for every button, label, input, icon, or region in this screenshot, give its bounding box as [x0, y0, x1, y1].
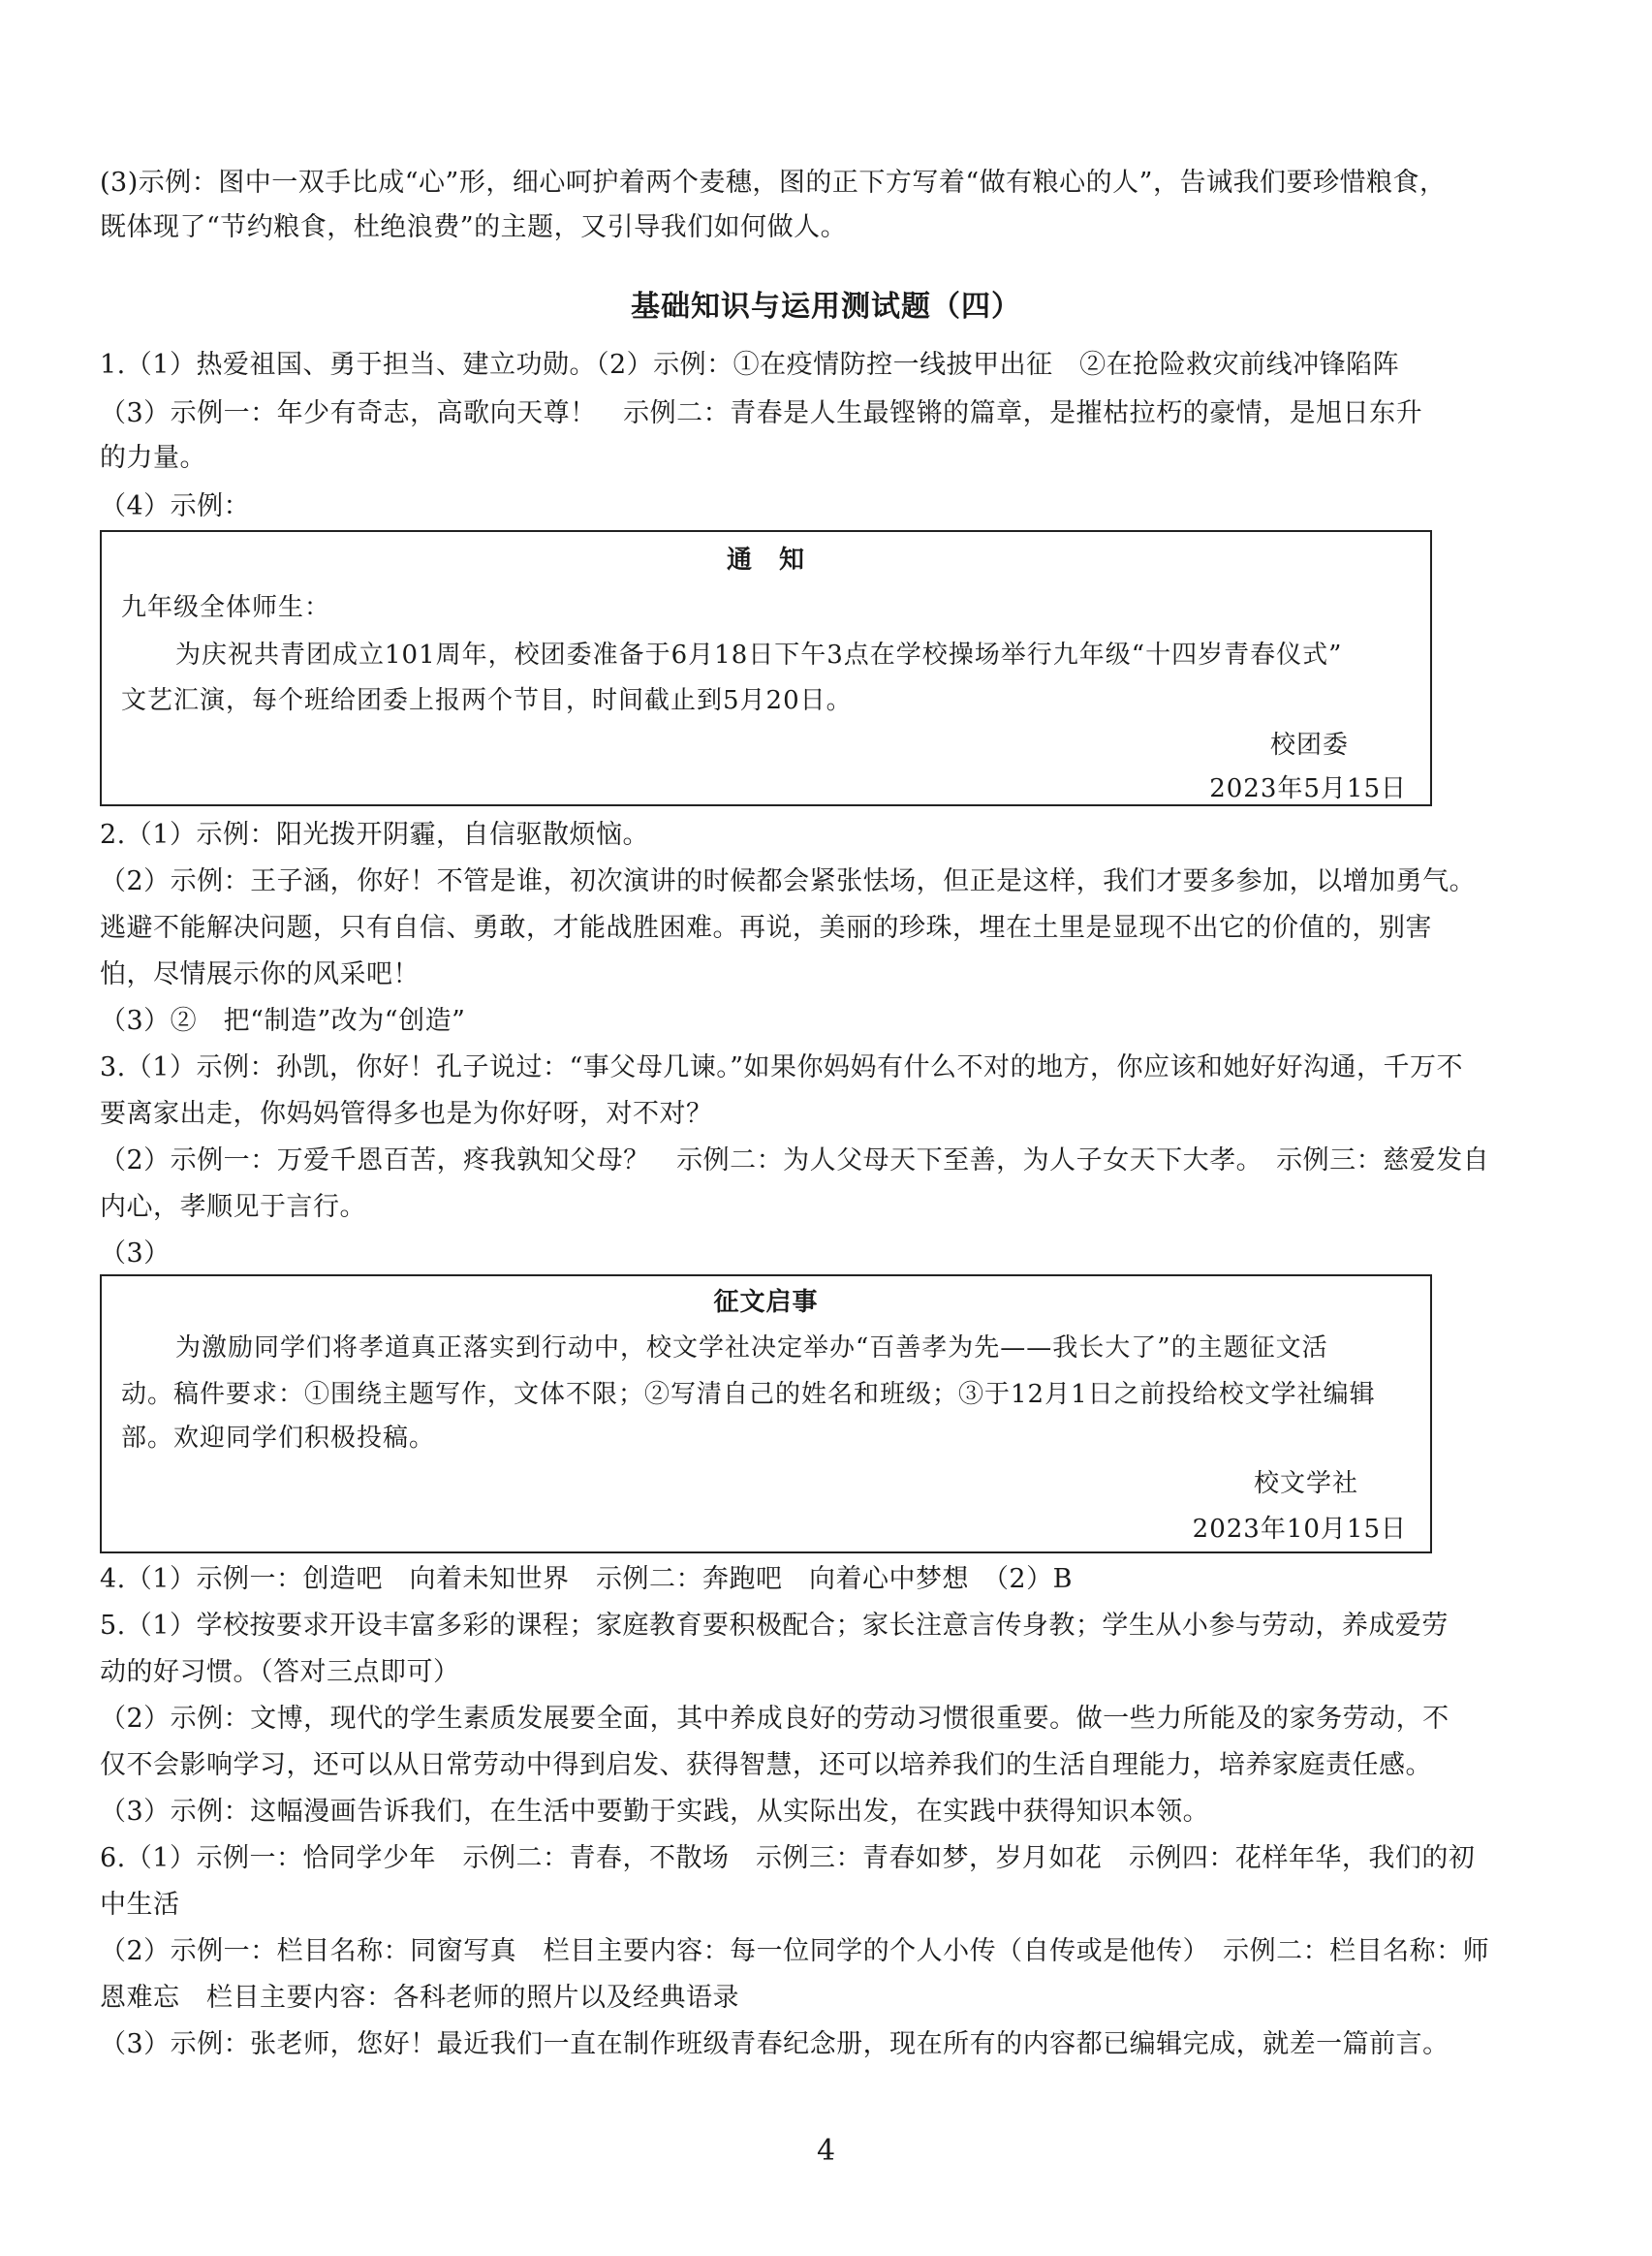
essay-notice-date: 2023年10月15日 [1192, 1515, 1407, 1544]
q2-line-1: 2.（1）示例：阳光拨开阴霾，自信驱散烦恼。 [100, 820, 649, 850]
q5-line-3: （2）示例：文博，现代的学生素质发展要全面，其中养成良好的劳动习惯很重要。做一些力所能及的家务劳动，不 [100, 1704, 1449, 1734]
q2-line-2: （2）示例：王子涵，你好！不管是谁，初次演讲的时候都会紧张怯场，但正是这样，我们才要多参加，以增加勇气。 [100, 866, 1477, 896]
q2-line-5: （3）② 把“制造”改为“创造” [100, 1006, 466, 1036]
essay-notice-title: 征文启事 [713, 1288, 819, 1317]
q1-line-3: 的力量。 [100, 443, 206, 473]
q1-line-4: （4）示例： [100, 491, 251, 521]
notice-box [100, 530, 1432, 806]
q6-line-2: 中生活 [100, 1890, 180, 1920]
essay-notice-body-line-1: 为激励同学们将孝道真正落实到行动中，校文学社决定举办“百善孝为先——我长大了”的主题征文活 [175, 1333, 1328, 1363]
notice-sender: 校团委 [1269, 731, 1349, 760]
q1-line-2: （3）示例一：年少有奇志，高歌向天尊！ 示例二：青春是人生最铿锵的篇章，是摧枯拉朽的豪情，是旭日东升 [100, 398, 1423, 428]
q3-line-5: （3） [100, 1238, 171, 1269]
notice-date: 2023年5月15日 [1209, 774, 1407, 803]
intro-line-2: 既体现了“节约粮食，杜绝浪费”的主题，又引导我们如何做人。 [100, 212, 848, 242]
essay-notice-body-line-2: 动。稿件要求：①围绕主题写作，文体不限；②写清自己的姓名和班级；③于12月1日之前投给校文学社编辑 [121, 1380, 1376, 1409]
essay-notice-box [100, 1274, 1432, 1553]
q3-line-1: 3.（1）示例：孙凯，你好！孔子说过：“事父母几谏。”如果你妈妈有什么不对的地方，你应该和她好好沟通，千万不 [100, 1052, 1464, 1082]
q5-line-5: （3）示例：这幅漫画告诉我们，在生活中要勤于实践，从实际出发，在实践中获得知识本领。 [100, 1797, 1210, 1827]
notice-body-line-2: 文艺汇演，每个班给团委上报两个节目，时间截止到5月20日。 [121, 686, 853, 715]
q6-line-5: （3）示例：张老师，您好！最近我们一直在制作班级青春纪念册，现在所有的内容都已编辑完成，就差一篇前言。 [100, 2029, 1449, 2059]
notice-title: 通 知 [726, 546, 805, 575]
q5-line-1: 5.（1）学校按要求开设丰富多彩的课程；家庭教育要积极配合；家长注意言传身教；学生从小参与劳动，养成爱劳 [100, 1611, 1449, 1641]
q3-line-2: 要离家出走，你妈妈管得多也是为你好呀，对不对？ [100, 1099, 713, 1129]
q6-line-3: （2）示例一：栏目名称：同窗写真 栏目主要内容：每一位同学的个人小传（自传或是他传） 示例二：栏目名称：师 [100, 1936, 1490, 1966]
intro-line-1: (3)示例：图中一双手比成“心”形，细心呵护着两个麦穗，图的正下方写着“做有粮心的人”，告诫我们要珍惜粮食， [100, 168, 1447, 198]
page-number: 4 [816, 2134, 836, 2168]
essay-notice-sender: 校文学社 [1253, 1469, 1358, 1498]
q4-line-1: 4.（1）示例一：创造吧 向着未知世界 示例二：奔跑吧 向着心中梦想 （2）B [100, 1564, 1073, 1594]
notice-addressee: 九年级全体师生： [121, 593, 331, 622]
q6-line-1: 6.（1）示例一：恰同学少年 示例二：青春，不散场 示例三：青春如梦，岁月如花 示例四：花样年华，我们的初 [100, 1843, 1476, 1873]
notice-body-line-1: 为庆祝共青团成立101周年，校团委准备于6月18日下午3点在学校操场举行九年级“十四岁青春仪式” [175, 641, 1343, 670]
section-title: 基础知识与运用测试题（四） [631, 290, 1021, 324]
q3-line-4: 内心，孝顺见于言行。 [100, 1192, 366, 1222]
q1-line-1: 1.（1）热爱祖国、勇于担当、建立功勋。（2）示例：①在疫情防控一线披甲出征 ②在抢险救灾前线冲锋陷阵 [100, 350, 1400, 380]
q6-line-4: 恩难忘 栏目主要内容：各科老师的照片以及经典语录 [100, 1983, 739, 2013]
q5-line-2: 动的好习惯。（答对三点即可） [100, 1657, 460, 1687]
essay-notice-body-line-3: 部。欢迎同学们积极投稿。 [121, 1424, 436, 1453]
q2-line-3: 逃避不能解决问题，只有自信、勇敢，才能战胜困难。再说，美丽的珍珠，埋在土里是显现不出它的价值的，别害 [100, 913, 1432, 943]
q5-line-4: 仅不会影响学习，还可以从日常劳动中得到启发、获得智慧，还可以培养我们的生活自理能力，培养家庭责任感。 [100, 1750, 1432, 1780]
q3-line-3: （2）示例一：万爱千恩百苦，疼我孰知父母？ 示例二：为人父母天下至善，为人子女天下大孝。 示例三：慈爱发自 [100, 1145, 1490, 1175]
q2-line-4: 怕，尽情展示你的风采吧！ [100, 959, 420, 989]
